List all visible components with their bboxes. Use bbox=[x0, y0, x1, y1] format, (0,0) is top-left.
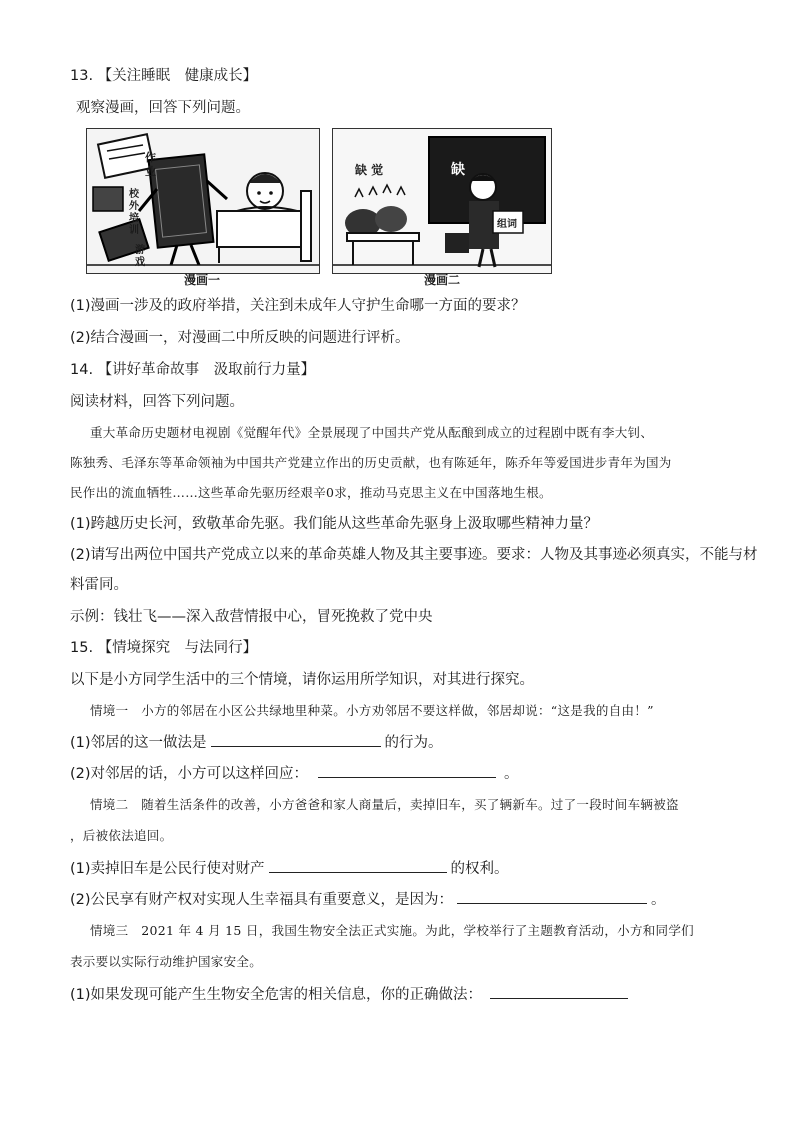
comic-one-drawing bbox=[87, 129, 319, 273]
q15-scenario-three: 情境三 2021 年 4 月 15 日，我国生物安全法正式实施。为此，学校举行了主题教育活动，小方和同学们 bbox=[90, 923, 694, 938]
q15-scenario-two-cont: ，后被依法追回。 bbox=[70, 828, 173, 843]
q15-s1-q1 bbox=[70, 732, 443, 753]
q13-intro: 观察漫画，回答下列问题。 bbox=[76, 100, 250, 116]
q15-s1-q2-text: (2)对邻居的话，小方可以这样回应： bbox=[70, 766, 309, 782]
q15-s2-q2-tail: 。 bbox=[651, 892, 666, 908]
q15-scenario-three-cont: 表示要以实际行动维护国家安全。 bbox=[70, 954, 263, 969]
answer-blank[interactable] bbox=[269, 858, 447, 873]
comic-two bbox=[332, 128, 552, 274]
comic-two-drawing bbox=[333, 129, 551, 273]
answer-blank[interactable] bbox=[490, 984, 628, 999]
q15-s2-q1-text: (1)卖掉旧车是公民行使对财产 bbox=[70, 861, 265, 877]
comic-two-caption: 漫画二 bbox=[424, 273, 461, 287]
comic-one-label: 校 bbox=[129, 189, 139, 200]
comic-one-label: 戏 bbox=[135, 257, 145, 268]
comic-one-label: 外 bbox=[129, 201, 139, 212]
q13-title: 13. 【关注睡眠 健康成长】 bbox=[70, 68, 258, 84]
q15-s2-q1-tail: 的权利。 bbox=[450, 861, 509, 877]
comic-one-caption: 漫画一 bbox=[184, 273, 221, 287]
q14-sub1: (1)跨越历史长河，致敬革命先驱。我们能从这些革命先驱身上汲取哪些精神力量？ bbox=[70, 516, 599, 532]
q15-s3-q1 bbox=[70, 984, 632, 1005]
answer-blank[interactable] bbox=[318, 763, 496, 778]
q14-intro: 阅读材料，回答下列问题。 bbox=[70, 394, 244, 410]
comic-one-label: 业 bbox=[145, 165, 156, 178]
q15-intro: 以下是小方同学生活中的三个情境，请你运用所学知识，对其进行探究。 bbox=[70, 672, 534, 688]
q14-example: 示例：钱壮飞——深入敌营情报中心，冒死挽救了党中央 bbox=[70, 609, 433, 625]
comic-one bbox=[86, 128, 320, 274]
comic-one-label: 培 bbox=[129, 213, 139, 224]
q15-s2-q1 bbox=[70, 858, 509, 879]
comic-one-label: 作 bbox=[145, 151, 156, 164]
q15-s3-q1-text: (1)如果发现可能产生生物安全危害的相关信息，你的正确做法： bbox=[70, 987, 483, 1003]
comic-one-label: 游 bbox=[135, 245, 145, 256]
q15-scenario-two: 情境二 随着生活条件的改善，小方爸爸和家人商量后，卖掉旧车，买了辆新车。过了一段时间车辆被盗 bbox=[90, 797, 679, 812]
answer-blank[interactable] bbox=[457, 889, 647, 904]
q14-sub2: (2)请写出两位中国共产党成立以来的革命英雄人物及其主要事迹。要求：人物及其事迹必须真实，不能与材 bbox=[70, 547, 758, 563]
q15-s2-q2-text: (2)公民享有财产权对实现人生幸福具有重要意义，是因为： bbox=[70, 892, 454, 908]
q15-title: 15. 【情境探究 与法同行】 bbox=[70, 640, 258, 656]
word-sign: 组词 bbox=[497, 219, 517, 230]
q14-sub2-cont: 料雷同。 bbox=[70, 577, 128, 593]
q15-s1-q2 bbox=[70, 763, 519, 784]
sleep-deprived-label: 缺 觉 bbox=[355, 163, 384, 177]
q14-material-line: 民作出的流血牺牲……这些革命先驱历经艰辛0求，推动马克思主义在中国落地生根。 bbox=[70, 485, 552, 500]
blackboard-text: 缺 bbox=[451, 162, 465, 178]
q14-material-line: 重大革命历史题材电视剧《觉醒年代》全景展现了中国共产党从酝酿到成立的过程剧中既有李大钊、 bbox=[90, 425, 654, 440]
q14-title: 14. 【讲好革命故事 汲取前行力量】 bbox=[70, 362, 316, 378]
q14-material-line: 陈独秀、毛泽东等革命领袖为中国共产党建立作出的历史贡献，也有陈延年，陈乔年等爱国进步青年为国为 bbox=[70, 455, 672, 470]
q15-s1-q1-text: (1)邻居的这一做法是 bbox=[70, 735, 207, 751]
q15-s1-q1-tail: 的行为。 bbox=[384, 735, 443, 751]
q15-s2-q2 bbox=[70, 889, 666, 910]
q15-s1-q2-tail: 。 bbox=[504, 766, 519, 782]
q13-sub2: (2)结合漫画一，对漫画二中所反映的问题进行评析。 bbox=[70, 330, 410, 346]
answer-blank[interactable] bbox=[211, 732, 381, 747]
q15-scenario-one: 情境一 小方的邻居在小区公共绿地里种菜。小方劝邻居不要这样做，邻居却说：“这是我的自由！” bbox=[90, 703, 654, 718]
comic-one-label: 训 bbox=[129, 225, 139, 236]
q13-sub1: (1)漫画一涉及的政府举措，关注到未成年人守护生命哪一方面的要求？ bbox=[70, 298, 526, 314]
